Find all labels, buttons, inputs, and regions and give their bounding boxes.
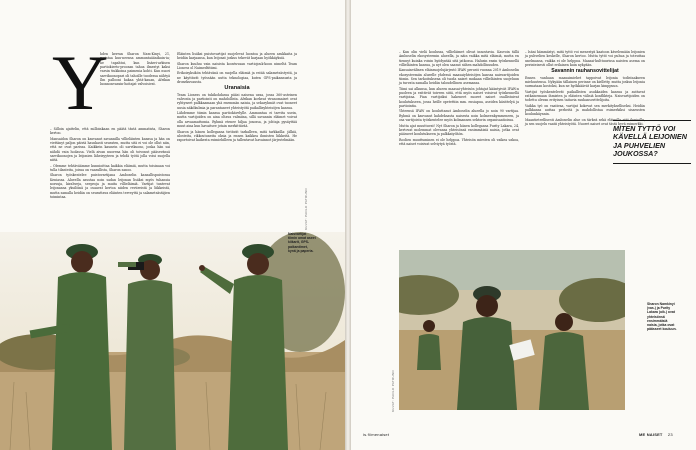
drop-cap: Y (52, 39, 109, 126)
section-subhead: Uranaisia (224, 85, 250, 92)
rangers-report-illustration (399, 250, 625, 410)
paragraph: Lähdemme tiimin kanssa partiokävelylle. Ammuntaa ei tarvita usein, mutta vartijoiden on aina oltava valmiina, sillä savannin eläimet voivat olla arvaamattomia. Ryhmä etenee hiljaa jonossa, ja johtaja pysäyttää muut aina kun havaitsee jotain merkittävää. (177, 111, 297, 129)
left-column-intro (100, 52, 170, 88)
paragraph: Tiimi sai alkunsa, kun alueen maasai-yhteisön johtajat kääntyivät IFAW:n puoleen ja esittivät toiveen siitä, että myös naiset voisivat työskennellä vartijoina. Pian vartijoiksi hakeneet nuoret naiset osallistuivat koulutukseen, jossa heille opetettiin mm. ensiapua, aseiden käsittelyä ja partiointia. (399, 86, 519, 109)
paragraph: Sharon kuuluu vain naisista koostuvaan vartiojouk-koon nimeltä Team Lioness ol Naimedtitiimi. (177, 61, 297, 71)
paragraph: Roolien muuttuminen ei ole helppoa. Yhteisön miesten oli vaikea uskoa, että naiset voisivat selviytyä työstä. (399, 137, 519, 146)
paragraph: Ennen vanhaan maasaimiehet tappoivat leijonia todistaakseen miehuutensa. Nykyään tällainen perinne on kielletty, mutta joskus leijonia surmataan kostoksi, kun ne hyökkäävät karjan kimppuun. (525, 75, 645, 89)
section-subhead: Savannin rauhansovittelijat (551, 68, 619, 75)
paragraph: Sharon ja hänen kollegansa tietävät tarkalleen, mitä tarkkailla: jälkiä, ulosteita, rikkoutuneita oksia ja ennen kaikkea ihmisten liikkeitä. He raportoivat kaikesta esimiehilleen ja tallentavat havainnot järjestelmään. (177, 129, 297, 143)
page-number: 23 (667, 432, 673, 437)
paragraph: Mansaidon Sharon on kasvanut savannilla villieläinten kanssa ja hän on viettänyt paljon päiviä hauskasti seuraten, mutta sitä ei voi ole ollut niin, että ne ovat parissa. Kaikkein kaunein oli sarvikuono, jonka hän sai nähdä vain luolassa. Vielä aivan nuorena hän oli toivonut pääsevänsä sarvikuonojen ja leijonien läheisyyteen ja tehdä työtä jolla voisi suojella niitä. (50, 136, 170, 163)
paragraph: Maantieteellisesti Amboselin alue on tärkeä sekä eläimille että ihmisille, ja sen suojelu vaatii yhteistyötä. Nuoret naiset ovat tästä hyvä esimerkki. (525, 117, 645, 127)
rangers-photo (0, 232, 345, 450)
paragraph: – Silloin ajattelin, että milloinkaan en päätä tästä ammatista, Sharon kertoo. (50, 127, 170, 136)
paragraph: – Isäni hämmästyi, mitä tyttö voi menestyä kaatoon kävelemään leijonien ja puhvelien keskelle, Sharon kertoo. Mutta tyttö voi puhua ja toteuttaa unelmansa, vaikka ei ole helppoa. Maasai-kulttuurissa naisten asema on perinteisesti ollut erilainen kuin nykyään. (525, 50, 645, 68)
paragraph: hden kerran Sharon Nam-Kinyi, 21, muistaa kuu-neensa ammuntaäänikuin-ia; he tapahtui, kun lisäeri-arkisen partiokierto-proosan tahoa ilmestyi kaksi varsin tiukkoina paimenia kohti. Kun nuori sarvikuonopari oli tahoille tuodessa nähtyä Ilm pallooni kakaa yhtä-kauan, Afrikan luonnonvarain-hoitajat valvoisivat. (100, 52, 170, 87)
brand-name: ME NAISET (639, 432, 663, 437)
left-column-1 (50, 127, 170, 201)
right-column-2 (525, 50, 645, 128)
rangers-report-photo (399, 250, 625, 410)
photo-credit: KUVAT: PAOLO PATRUNO (391, 369, 395, 412)
paragraph: Mutta ajat muuttuvat! Nyt Sharon ja hänen kollegansa Purity Lakara, 24, kertovat molemmat olevansa yhteisönsä ensimmäisiä naisia, jotka ovat päässeet koulutukseen ja palkkatyöhön. (399, 123, 519, 137)
photo-caption: Naisvartijat tiimin omat aseet kiikarit, GPS-paikantimet, kynä ja paperia. (288, 232, 316, 253)
paragraph: Erikoisyksikön tehtävänä on suojella eläimiä ja estää salametsästystä, ja ne käyttävät työssään uutta teknologiaa, kuten GPS-paikannusta ja dronekuvausta. (177, 71, 297, 85)
paragraph: Vartijat työskentelevät paikallisten asukkaiden kanssa ja auttavat ratkaisemaan ihmisten ja eläinten välisiä konflikteja. Naisvartijoiden on todettu olevan erityisen taitavia rauhansovittelijoita. (525, 89, 645, 103)
paragraph: – Kun olin vielä koulussa, villieläimet olivat innostavia. Kasvoin tällä Amboselin ekosysteemin alueella, ja näin vaikka mitä eläimiä, mutta en tiennyt kuinka voisin hyödyntää sitä jatkossa. Halusin ensin työskennellä villieläinten kanssa, ja nyt olen saanut siihen mahdollisuuden. (399, 50, 519, 68)
paragraph: Sharon työskentelee puistovartijana Amboselin kansallispuistossa Keniassa. Alueella asustaa noin sadan leijonan lisäksi myös tuhansia norsuja, kirahveja, seeproja ja muita villieläimiä. Vartijat tuntevat leijonansa yksilöinä ja osaavat kertoa niiden reviireistä ja liikkeistä, mutta samalla heidän on seurattava eläinten terveyttä ja salametsästäjien toimintaa. (50, 173, 170, 200)
pull-quote: MITEN TYTTÖ VOI KÄVELLÄ LEIJONIEN JA PUHVELIEN JOUKOSSA? (613, 120, 691, 164)
photo-credit: KUVAT: PAOLO PATRUNO (304, 187, 308, 230)
photo-caption: Sharon Namkinyi (vas.) ja Purity Lakara (oik.) ovat yhteisönsä ensimmäisiä naisia, jotka ovat päässeet kouluun. (647, 302, 677, 332)
paragraph: Yhteensä IFAW on kouluttanut Amboselin alueella jo noin 90 vartijaa. Ryhmä on kasvanut kahdeksasta naisesta noin kolmeenkymmeneen, ja osa vartijoista työskentelee myös kolmannen sektorin organisaatioissa. (399, 109, 519, 123)
paragraph: Team Lioness on tukikohdassa pääsi naisena uraa, jossa 360-asteinen valvonta ja partiointi on mahdollista. Afrikan korkeat viranomaiset ovat ryhtyneet palkkaamaan yhä enemmän naisia, ja sekaryhmät ovat tuoneet uusia näkökulmia ja parantaneet yhteistyötä paikallisyhteisöjen kanssa. (177, 92, 297, 110)
paragraph: Eläinten lisäksi puistovartijat suojelevat luontoa ja alueen asukkaita ja heidän karjaansa, kun leijonat joskus tekevät karjaan hyökkäyksiä. (177, 52, 297, 61)
left-page (0, 0, 345, 450)
footer-url[interactable]: is.fi/menaiset (363, 432, 390, 437)
paragraph: Vaikka työ on vaativaa, vartijat kokevat sen merkitykselliseksi. Heidän palkkansa auttaa perheitä ja mahdollistaa esimerkiksi sisarusten koulunkäynnin. (525, 103, 645, 117)
left-column-2 (177, 52, 297, 144)
paragraph: – Olemme tehtäväämme kunnioittaa kaikkia eläimiä, mutta toisinaan voi tulla tilanteita, joissa on vaarallista, Sharon sanoo. (50, 163, 170, 173)
right-page (351, 0, 696, 450)
footer-brand (639, 432, 673, 437)
right-column-1 (399, 50, 519, 147)
rangers-photo-illustration (0, 232, 345, 450)
paragraph: Kansainvälinen eläinsuojelujärjestö IFAW perusti vuonna 2019 Amboselin ekosysteemiin alueelle yhdessä maasaiyhteisöjen kanssa naisvartijoiden tiimin. Sen tarkoituksena oli tuoda naiset mukaan villieläinten suojeluun ja turvata samalla heidän taloudellinen asemansa. (399, 68, 519, 86)
